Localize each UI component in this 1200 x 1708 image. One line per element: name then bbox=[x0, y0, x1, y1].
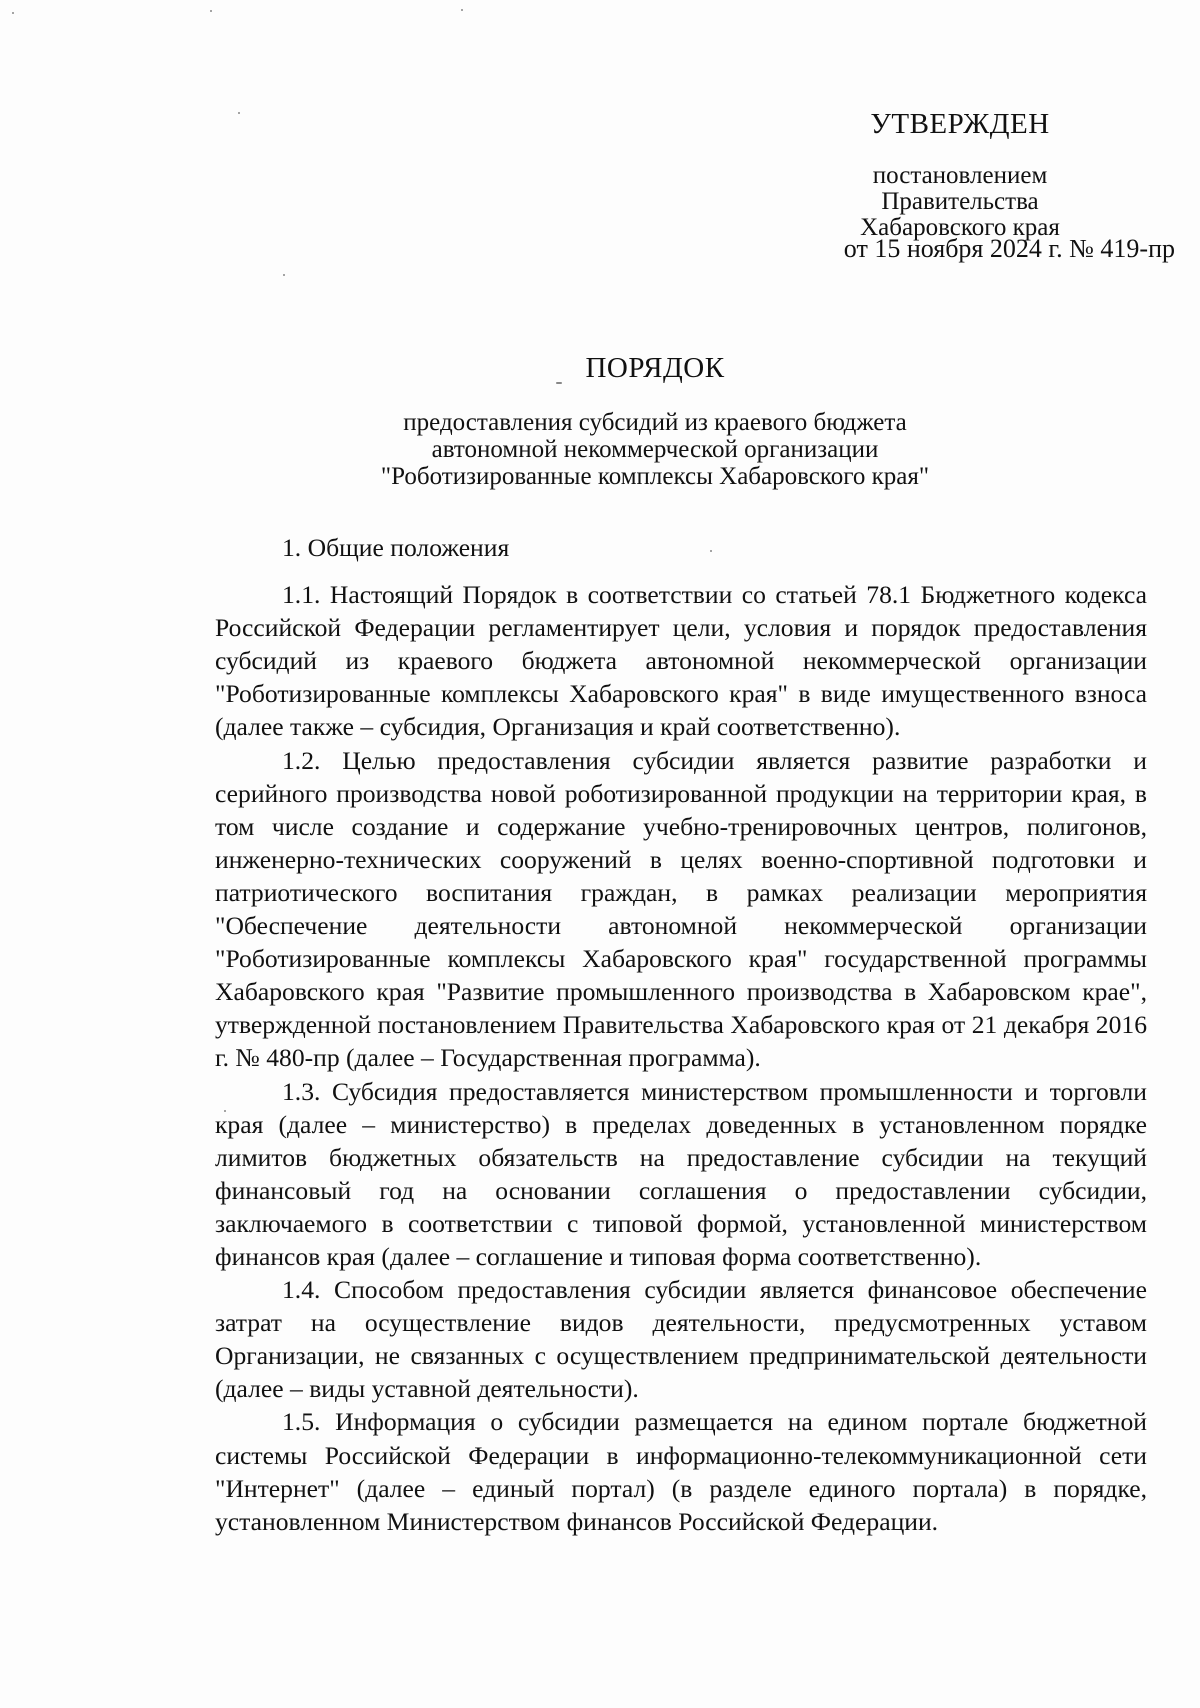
paragraph-1-5: 1.5. Информация о субсидии размещается на едином портале бюджетной системы Российской Федерации в информационно-телекоммуникационной сети "Интернет" (далее – единый портал) (в разделе единого портала) в порядке, установленном Министерством финансов Российской Федерации. bbox=[215, 1407, 1147, 1536]
document-title: ПОРЯДОК bbox=[585, 352, 725, 384]
section-heading: 1. Общие положения bbox=[282, 533, 510, 562]
document-subtitle-line-3: "Роботизированные комплексы Хабаровского края" bbox=[380, 463, 930, 490]
document-body bbox=[215, 531, 1147, 1538]
approval-line-1: постановлением bbox=[872, 162, 1048, 189]
document-subtitle-line-2: автономной некоммерческой организации bbox=[431, 436, 879, 463]
paragraph-1-3: 1.3. Субсидия предоставляется министерством промышленности и торговли края (далее – министерство) в пределах доведенных в установленном порядке лимитов бюджетных обязательств на предоставление субсидии на текущий финансовый год на основании соглашения о предоставлении субсидии, заключаемого в соответствии с типовой формой, установленной министерством финансов края (далее – соглашение и типовая форма соответственно). bbox=[215, 1076, 1147, 1271]
approval-line-2: Правительства bbox=[881, 188, 1039, 215]
paragraph-1-2: 1.2. Целью предоставления субсидии является развитие разработки и серийного производства новой роботизированной продукции на территории края, в том числе создание и содержание учебно-тренировочных центров, полигонов, инженерно-технических сооружений в целях военно-спортивной подготовки и патриотического воспитания граждан, в рамках реализации мероприятия "Обеспечение деятельности автономной некоммерческой организации "Роботизированные комплексы Хабаровского края" государственной программы Хабаровского края "Развитие промышленного производства в Хабаровском крае", утвержденной постановлением Правительства Хабаровского края от 21 декабря 2016 г. № 480-пр (далее – Государственная программа). bbox=[215, 745, 1147, 1073]
document-title-block bbox=[0, 352, 1200, 490]
approval-title: УТВЕРЖДЕН bbox=[870, 108, 1050, 140]
document-subtitle-line-1: предоставления субсидий из краевого бюджета bbox=[403, 409, 907, 436]
paragraph-1-4: 1.4. Способом предоставления субсидии является финансовое обеспечение затрат на осуществление видов деятельности, предусмотренных уставом Организации, не связанных с осуществлением предпринимательской деятельности (далее – виды уставной деятельности). bbox=[215, 1275, 1147, 1404]
approval-line-3: Хабаровского края bbox=[860, 214, 1060, 241]
approval-date: от 15 ноября 2024 г. № 419-пр bbox=[843, 234, 1175, 263]
paragraph-1-1: 1.1. Настоящий Порядок в соответствии со статьей 78.1 Бюджетного кодекса Российской Федерации регламентирует цели, условия и порядок предоставления субсидий из краевого бюджета автономной некоммерческой организации "Роботизированные комплексы Хабаровского края" в виде имущественного взноса (далее также – субсидия, Организация и край соответственно). bbox=[215, 580, 1147, 742]
approval-block bbox=[760, 108, 1160, 241]
